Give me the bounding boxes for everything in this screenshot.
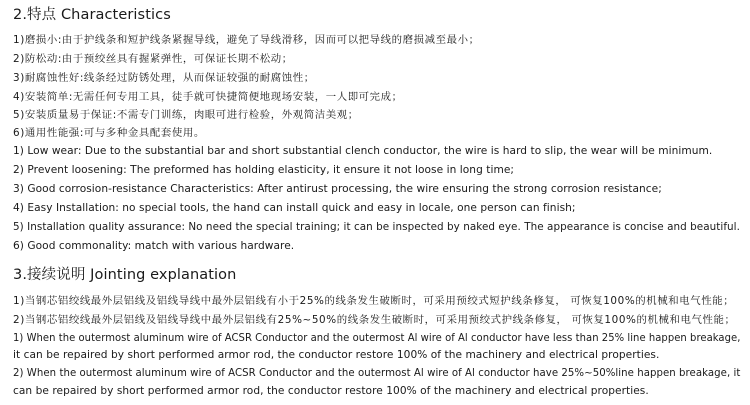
characteristics-line-cn-2: 2)防松动:由于预绞丝具有握紧弹性，可保证长期不松动；	[13, 53, 293, 65]
characteristics-line-cn-1: 1)磨损小:由于护线条和短护线条紧握导线，避免了导线滑移，因而可以把导线的磨损减至最小；	[13, 34, 480, 46]
characteristics-line-cn-4: 4)安装简单:无需任何专用工具，徒手就可快捷简便地现场安装，一人即可完成；	[13, 91, 403, 103]
characteristics-line-en-5: 5) Installation quality assurance: No need the special training; it can be inspected by naked eye. The appearance is concise and beautiful.	[13, 221, 740, 233]
characteristics-heading: 2.特点 Characteristics	[13, 7, 171, 23]
jointing-line-en-3: 2) When the outermost aluminum wire of ACSR Conductor and the outermost Al wire of Al conductor have 25%~50%line happen breakage, it	[13, 367, 741, 379]
characteristics-line-cn-6: 6)通用性能强:可与多种金具配套使用。	[13, 127, 205, 139]
jointing-line-cn-2: 2)当钢芯铝绞线最外层铝线及铝线导线中最外层铝线有25%~50%的线条发生破断时，可采用预绞式护线条修复， 可恢复100%的机械和电气性能；	[13, 314, 736, 326]
jointing-line-cn-1: 1)当钢芯铝绞线最外层铝线及铝线导线中最外层铝线有小于25%的线条发生破断时，可采用预绞式短护线条修复， 可恢复100%的机械和电气性能；	[13, 295, 735, 307]
characteristics-line-en-6: 6) Good commonality: match with various hardware.	[13, 240, 295, 252]
characteristics-line-en-1: 1) Low wear: Due to the substantial bar and short substantial clench conductor, the wire is hard to slip, the wear will be minimum.	[13, 145, 713, 157]
characteristics-line-en-3: 3) Good corrosion-resistance Characteristics: After antirust processing, the wire ensuring the strong corrosion resistance;	[13, 183, 662, 195]
jointing-heading: 3.接续说明 Jointing explanation	[13, 267, 237, 283]
characteristics-line-en-2: 2) Prevent loosening: The preformed has holding elasticity, it ensure it not loose in long time;	[13, 164, 515, 176]
characteristics-line-cn-5: 5)安装质量易于保证:不需专门训练，肉眼可进行检验，外观简洁美观；	[13, 109, 359, 121]
jointing-line-en-4: can be repaired by short performed armor rod, the conductor restore 100% of the machinery and electrical properties.	[13, 385, 649, 397]
jointing-line-en-2: it can be repaired by short performed armor rod, the conductor restore 100% of the machinery and electrical properties.	[13, 349, 660, 361]
characteristics-line-cn-3: 3)耐腐蚀性好:线条经过防锈处理，从而保证较强的耐腐蚀性；	[13, 72, 315, 84]
jointing-line-en-1: 1) When the outermost aluminum wire of ACSR Conductor and the outermost Al wire of Al conductor have less than 25% line happen breakage,	[13, 332, 741, 344]
characteristics-line-en-4: 4) Easy Installation: no special tools, the hand can install quick and easy in locale, one person can finish;	[13, 202, 576, 214]
